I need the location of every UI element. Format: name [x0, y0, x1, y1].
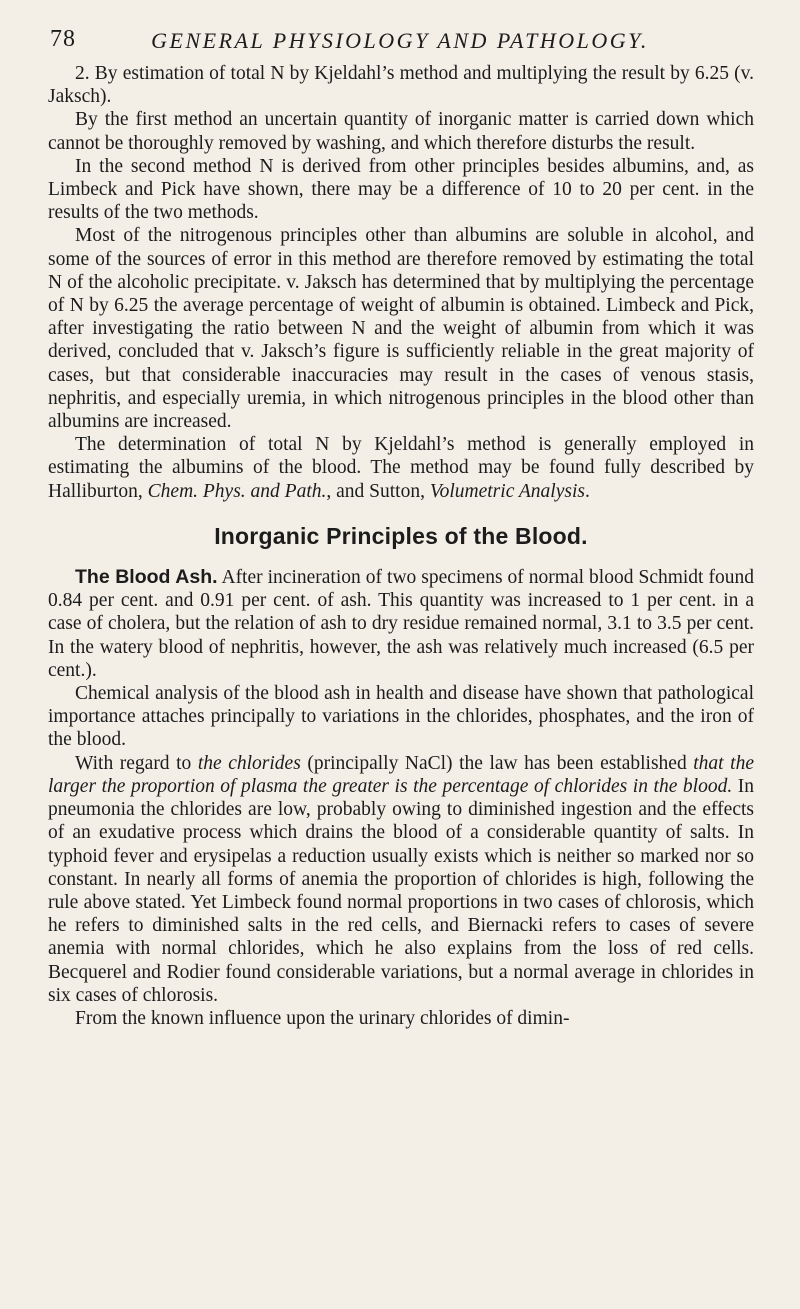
page-body	[48, 62, 754, 1030]
p5-text: The determination of total N by Kjeldahl’s method is generally employed in estimating the albumins of the blood. The method may be found fully described by Halliburton,	[48, 434, 754, 502]
paragraph-second-method: In the second method N is derived from other principles besides albumins, and, as Limbeck and Pick have shown, there may be a difference of 10 to 20 per cent. in the results of the two methods.	[48, 155, 754, 224]
p8-c: (principally NaCl) the law has been established	[300, 752, 694, 774]
running-head: GENERAL PHYSIOLOGY AND PATHOLOGY.	[151, 28, 649, 53]
emphasis-chlorides: the chlorides	[197, 752, 301, 774]
reference-halliburton: Chem. Phys. and Path.	[147, 480, 327, 502]
paragraph-first-method: By the first method an uncertain quantity of inorganic matter is carried down which cannot be thoroughly removed by washing, and which therefore disturbs the result.	[48, 109, 754, 154]
paragraph-blood-ash	[48, 566, 754, 682]
p8-a: With regard to	[75, 752, 198, 774]
p8-e: In pneumonia the chlorides are low, probably owing to diminished ingestion and the effects of an exudative process which drains the blood of a considerable quantity of salts. In typhoid fever and erysipelas a reduction usually exists which is neither so marked nor so constant. In nearly all forms of anemia the proportion of chlorides is high, following the rule above stated. Yet Limbeck found normal proportions in two cases of chlorosis, which he refers to diminished salts in the red cells, and Biernacki refers to cases of severe anemia with normal chlorides, which he also explains from the loss of red cells. Becquerel and Rodier found considerable variations, but a normal average in chlorides in six cases of chlorosis.	[48, 775, 755, 1006]
paragraph-chemical-analysis: Chemical analysis of the blood ash in health and disease have shown that pathological importance attaches principally to variations in the chlorides, phosphates, and the iron of the blood.	[48, 683, 754, 751]
paragraph-chlorides	[48, 752, 754, 1007]
section-title: Inorganic Principles of the Blood.	[214, 522, 588, 549]
emphasis-law: that the larger the proportion of plasma the greater is the percentage of chlorides in the blood.	[48, 752, 754, 797]
reference-sutton: Volumetric Analysis	[429, 480, 585, 502]
page-number: 78	[50, 26, 76, 52]
paragraph-lead-blood-ash: The Blood Ash.	[75, 566, 218, 589]
paragraph-method-2: 2. By estimation of total N by Kjeldahl’s method and multiplying the result by 6.25 (v. Jaksch).	[48, 63, 754, 108]
p5-end: .	[584, 480, 590, 502]
paragraph-kjeldahl	[48, 433, 754, 503]
p6-text: After incineration of two specimens of normal blood Schmidt found 0.84 per cent. and 0.91 per cent. of ash. This quantity was increased to 1 per cent. in a case of cholera, but the relation of ash to dry residue remained normal, 3.1 to 3.5 per cent. In the watery blood of nephritis, however, the ash was relatively much increased (6.5 per cent.).	[48, 567, 754, 681]
page-header	[40, 18, 760, 58]
paragraph-nitrogenous-principles: Most of the nitrogenous principles other than albumins are soluble in alcohol, and some of the sources of error in this method are therefore removed by estimating the total N of the alcoholic precipitate. v. Jaksch has determined that by multiplying the percentage of N by 6.25 the average percentage of weight of albumin is obtained. Limbeck and Pick, after investigating the ratio between N and the weight of albumin from which it was derived, concluded that v. Jaksch’s figure is sufficiently reliable in the great majority of cases, but that considerable inaccuracies may result in the cases of venous stasis, nephritis, and especially uremia, in which nitrogenous principles in the blood other than albumins are increased.	[48, 225, 754, 433]
paragraph-urinary-chlorides: From the known influence upon the urinary chlorides of dimin-	[75, 1007, 570, 1029]
p5-mid: , and Sutton,	[326, 480, 430, 502]
